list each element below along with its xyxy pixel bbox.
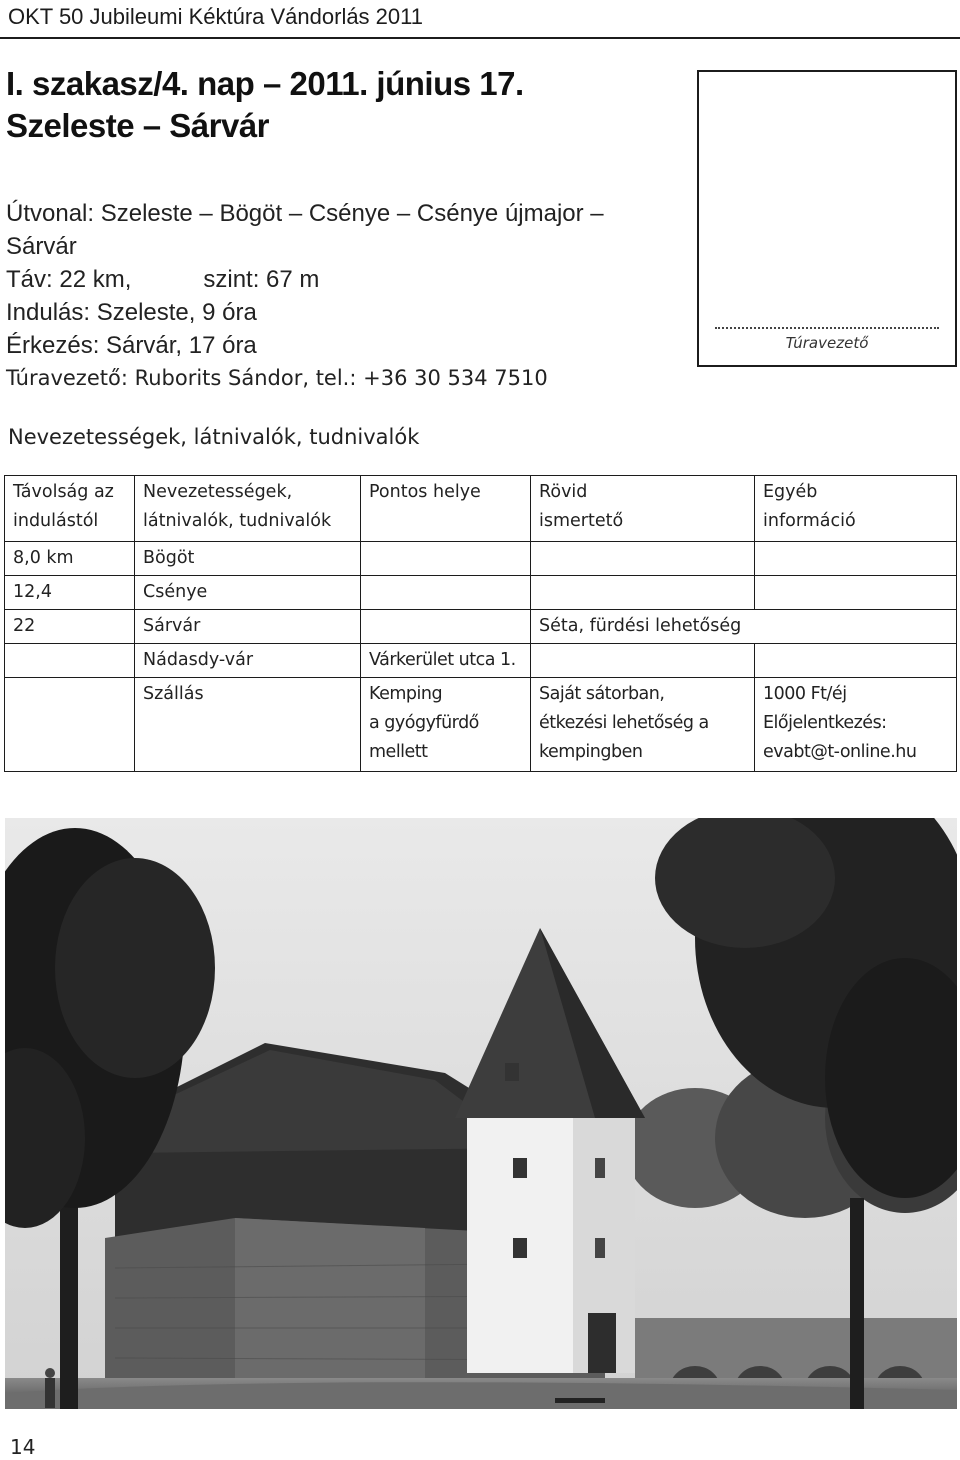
leader-line: Túravezető: Ruborits Sándor, tel.: +36 30 534 7510 (6, 366, 548, 390)
cell-place (361, 542, 531, 576)
signature-label: Túravezető (785, 334, 869, 352)
table-row (5, 678, 957, 772)
page-title (6, 63, 524, 147)
cell-name: Szállás (135, 678, 361, 772)
section-title: Nevezetességek, látnivalók, tudnivalók (8, 425, 420, 449)
castle-photo-illustration (5, 818, 957, 1409)
table-row (5, 576, 957, 610)
header-attractions: Nevezetességek, látnivalók, tudnivalók (135, 476, 361, 542)
elevation: szint: 67 m (203, 266, 320, 293)
route-info (6, 197, 604, 395)
running-header (0, 0, 960, 39)
signature-line (715, 327, 939, 329)
cell-other (755, 542, 957, 576)
route-line-1: Útvonal: Szeleste – Bögöt – Csénye – Csénye újmajor – (6, 200, 604, 227)
header-location: Pontos helye (361, 476, 531, 542)
cell-desc (531, 576, 755, 610)
castle-photo (5, 818, 957, 1409)
cell-name: Bögöt (135, 542, 361, 576)
distance-elevation-line (6, 263, 604, 296)
table-row (5, 644, 957, 678)
header-other-info: Egyéb információ (755, 476, 957, 542)
start-line: Indulás: Szeleste, 9 óra (6, 299, 257, 326)
cell-name: Sárvár (135, 610, 361, 644)
cell-name: Nádasdy-vár (135, 644, 361, 678)
cell-name: Csénye (135, 576, 361, 610)
table-header-row (5, 476, 957, 542)
attractions-table (4, 475, 957, 772)
title-line-1: I. szakasz/4. nap – 2011. június 17. (6, 65, 524, 102)
header-distance: Távolság az indulástól (5, 476, 135, 542)
arrival-line: Érkezés: Sárvár, 17 óra (6, 332, 257, 359)
cell-other (755, 644, 957, 678)
title-line-2: Szeleste – Sárvár (6, 107, 270, 144)
table-row (5, 542, 957, 576)
cell-desc (531, 644, 755, 678)
stamp-signature-box (697, 70, 957, 367)
header-title: OKT 50 Jubileumi Kéktúra Vándorlás 2011 (8, 4, 423, 29)
cell-other (755, 576, 957, 610)
cell-place (361, 610, 531, 644)
cell-other: 1000 Ft/éj Előjelentkezés: evabt@t-online.hu (755, 678, 957, 772)
cell-place (361, 576, 531, 610)
cell-place: Várkerület utca 1. (361, 644, 531, 678)
cell-distance: 8,0 km (5, 542, 135, 576)
route-line-2: Sárvár (6, 233, 77, 260)
header-description: Rövid ismertető (531, 476, 755, 542)
cell-desc: Saját sátorban, étkezési lehetőség a kempingben (531, 678, 755, 772)
cell-distance: 12,4 (5, 576, 135, 610)
page-number: 14 (10, 1435, 36, 1459)
cell-distance: 22 (5, 610, 135, 644)
table-row (5, 610, 957, 644)
cell-place: Kemping a gyógyfürdő mellett (361, 678, 531, 772)
cell-desc (531, 542, 755, 576)
cell-distance (5, 678, 135, 772)
distance: Táv: 22 km, (6, 266, 132, 293)
cell-distance (5, 644, 135, 678)
cell-desc: Séta, fürdési lehetőség (531, 610, 957, 644)
